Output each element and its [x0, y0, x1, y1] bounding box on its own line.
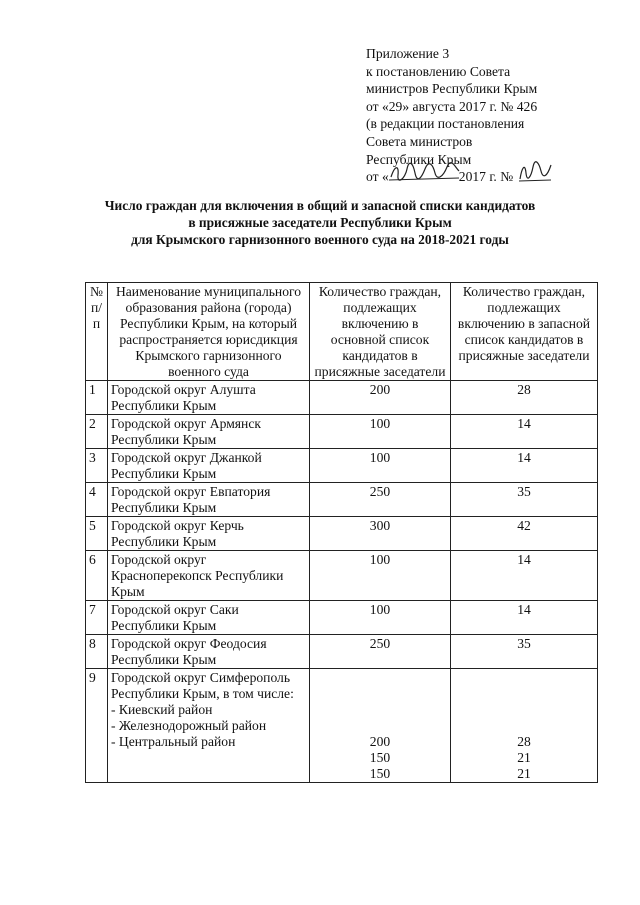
- table-row: [86, 551, 598, 601]
- allocation-table: [85, 282, 598, 783]
- row-reserve: 35: [451, 483, 598, 517]
- appendix-line: (в редакции постановления: [366, 116, 525, 132]
- table-row: [86, 449, 598, 483]
- row-number: 4: [86, 483, 108, 517]
- row-main: 100: [310, 415, 451, 449]
- table-row: [86, 517, 598, 551]
- row-name: Городской округ Евпатория Республики Крым: [108, 483, 310, 517]
- row-main: 300: [310, 517, 451, 551]
- row-name: Городской округ Саки Республики Крым: [108, 601, 310, 635]
- row-reserve: 42: [451, 517, 598, 551]
- table-row: [86, 381, 598, 415]
- row-reserve: 35: [451, 635, 598, 669]
- table-header-row: [86, 283, 598, 381]
- row-reserve: 14: [451, 449, 598, 483]
- row-number: 7: [86, 601, 108, 635]
- date-prefix: от «: [366, 169, 389, 185]
- table-row-simferopol: [86, 669, 598, 783]
- row-number: 1: [86, 381, 108, 415]
- row-main: 200: [310, 381, 451, 415]
- row-number: 8: [86, 635, 108, 669]
- district-reserve: 28: [517, 734, 531, 749]
- row-name: Городской округ Джанкой Республики Крым: [108, 449, 310, 483]
- district-reserve: 21: [517, 766, 531, 781]
- row-reserve: 14: [451, 601, 598, 635]
- district-main: 200: [369, 734, 391, 749]
- appendix-block: [366, 45, 626, 186]
- row-reserve: 14: [451, 415, 598, 449]
- district-reserve: 21: [517, 750, 531, 765]
- row-number: 2: [86, 415, 108, 449]
- row-number: 5: [86, 517, 108, 551]
- title-line-3: для Крымского гарнизонного военного суда на 2018-2021 годы: [131, 232, 509, 247]
- row-main: 250: [310, 483, 451, 517]
- row-reserve: 14: [451, 551, 598, 601]
- handwritten-number-signature: [517, 169, 551, 183]
- row-number: 9: [86, 669, 108, 783]
- district-name: - Центральный район: [111, 734, 236, 749]
- row-name: Городской округ Феодосия Республики Крым: [108, 635, 310, 669]
- appendix-line: Республики Крым: [366, 151, 472, 167]
- table-row: [86, 483, 598, 517]
- header-reserve-list: Количество граждан, подлежащих включению в запасной список кандидатов в присяжные заседатели: [451, 283, 598, 381]
- handwritten-date-signature: [389, 169, 459, 183]
- header-municipality: Наименование муниципального образования района (города) Республики Крым, на который распространяется юрисдикция Крымского гарнизонного военного суда: [108, 283, 310, 381]
- appendix-line: министров Республики Крым: [366, 81, 538, 97]
- row-number: 3: [86, 449, 108, 483]
- appendix-line: от «29» августа 2017 г. № 426: [366, 98, 538, 114]
- row-main: 100: [310, 551, 451, 601]
- row-name: [108, 669, 310, 783]
- appendix-line: Совета министров: [366, 133, 473, 149]
- header-main-list: Количество граждан, подлежащих включению в основной список кандидатов в присяжные заседатели: [310, 283, 451, 381]
- date-middle: 2017 г. №: [458, 169, 517, 185]
- table-row: [86, 415, 598, 449]
- row-reserve: 28: [451, 381, 598, 415]
- row-name: Городской округ Армянск Республики Крым: [108, 415, 310, 449]
- row-main: [310, 669, 451, 783]
- district-name: - Железнодорожный район: [111, 718, 267, 733]
- district-main: 150: [369, 766, 391, 781]
- document-title: [60, 197, 580, 248]
- header-number: № п/п: [86, 283, 108, 381]
- appendix-date-line: [366, 168, 626, 186]
- row-name: Городской округ Керчь Республики Крым: [108, 517, 310, 551]
- row-main: 250: [310, 635, 451, 669]
- appendix-line: Приложение 3: [366, 46, 450, 61]
- district-main: 150: [369, 750, 391, 765]
- row-name-main: Городской округ Симферополь Республики Крым, в том числе:: [111, 670, 294, 701]
- title-line-2: в присяжные заседатели Республики Крым: [188, 215, 452, 230]
- row-main: 100: [310, 601, 451, 635]
- table-row: [86, 601, 598, 635]
- district-name: - Киевский район: [111, 702, 213, 717]
- title-line-1: Число граждан для включения в общий и запасной списки кандидатов: [104, 198, 536, 213]
- row-reserve: [451, 669, 598, 783]
- appendix-line: к постановлению Совета: [366, 63, 511, 79]
- row-name: Городской округ Красноперекопск Республики Крым: [108, 551, 310, 601]
- row-main: 100: [310, 449, 451, 483]
- row-number: 6: [86, 551, 108, 601]
- table-row: [86, 635, 598, 669]
- row-name: Городской округ Алушта Республики Крым: [108, 381, 310, 415]
